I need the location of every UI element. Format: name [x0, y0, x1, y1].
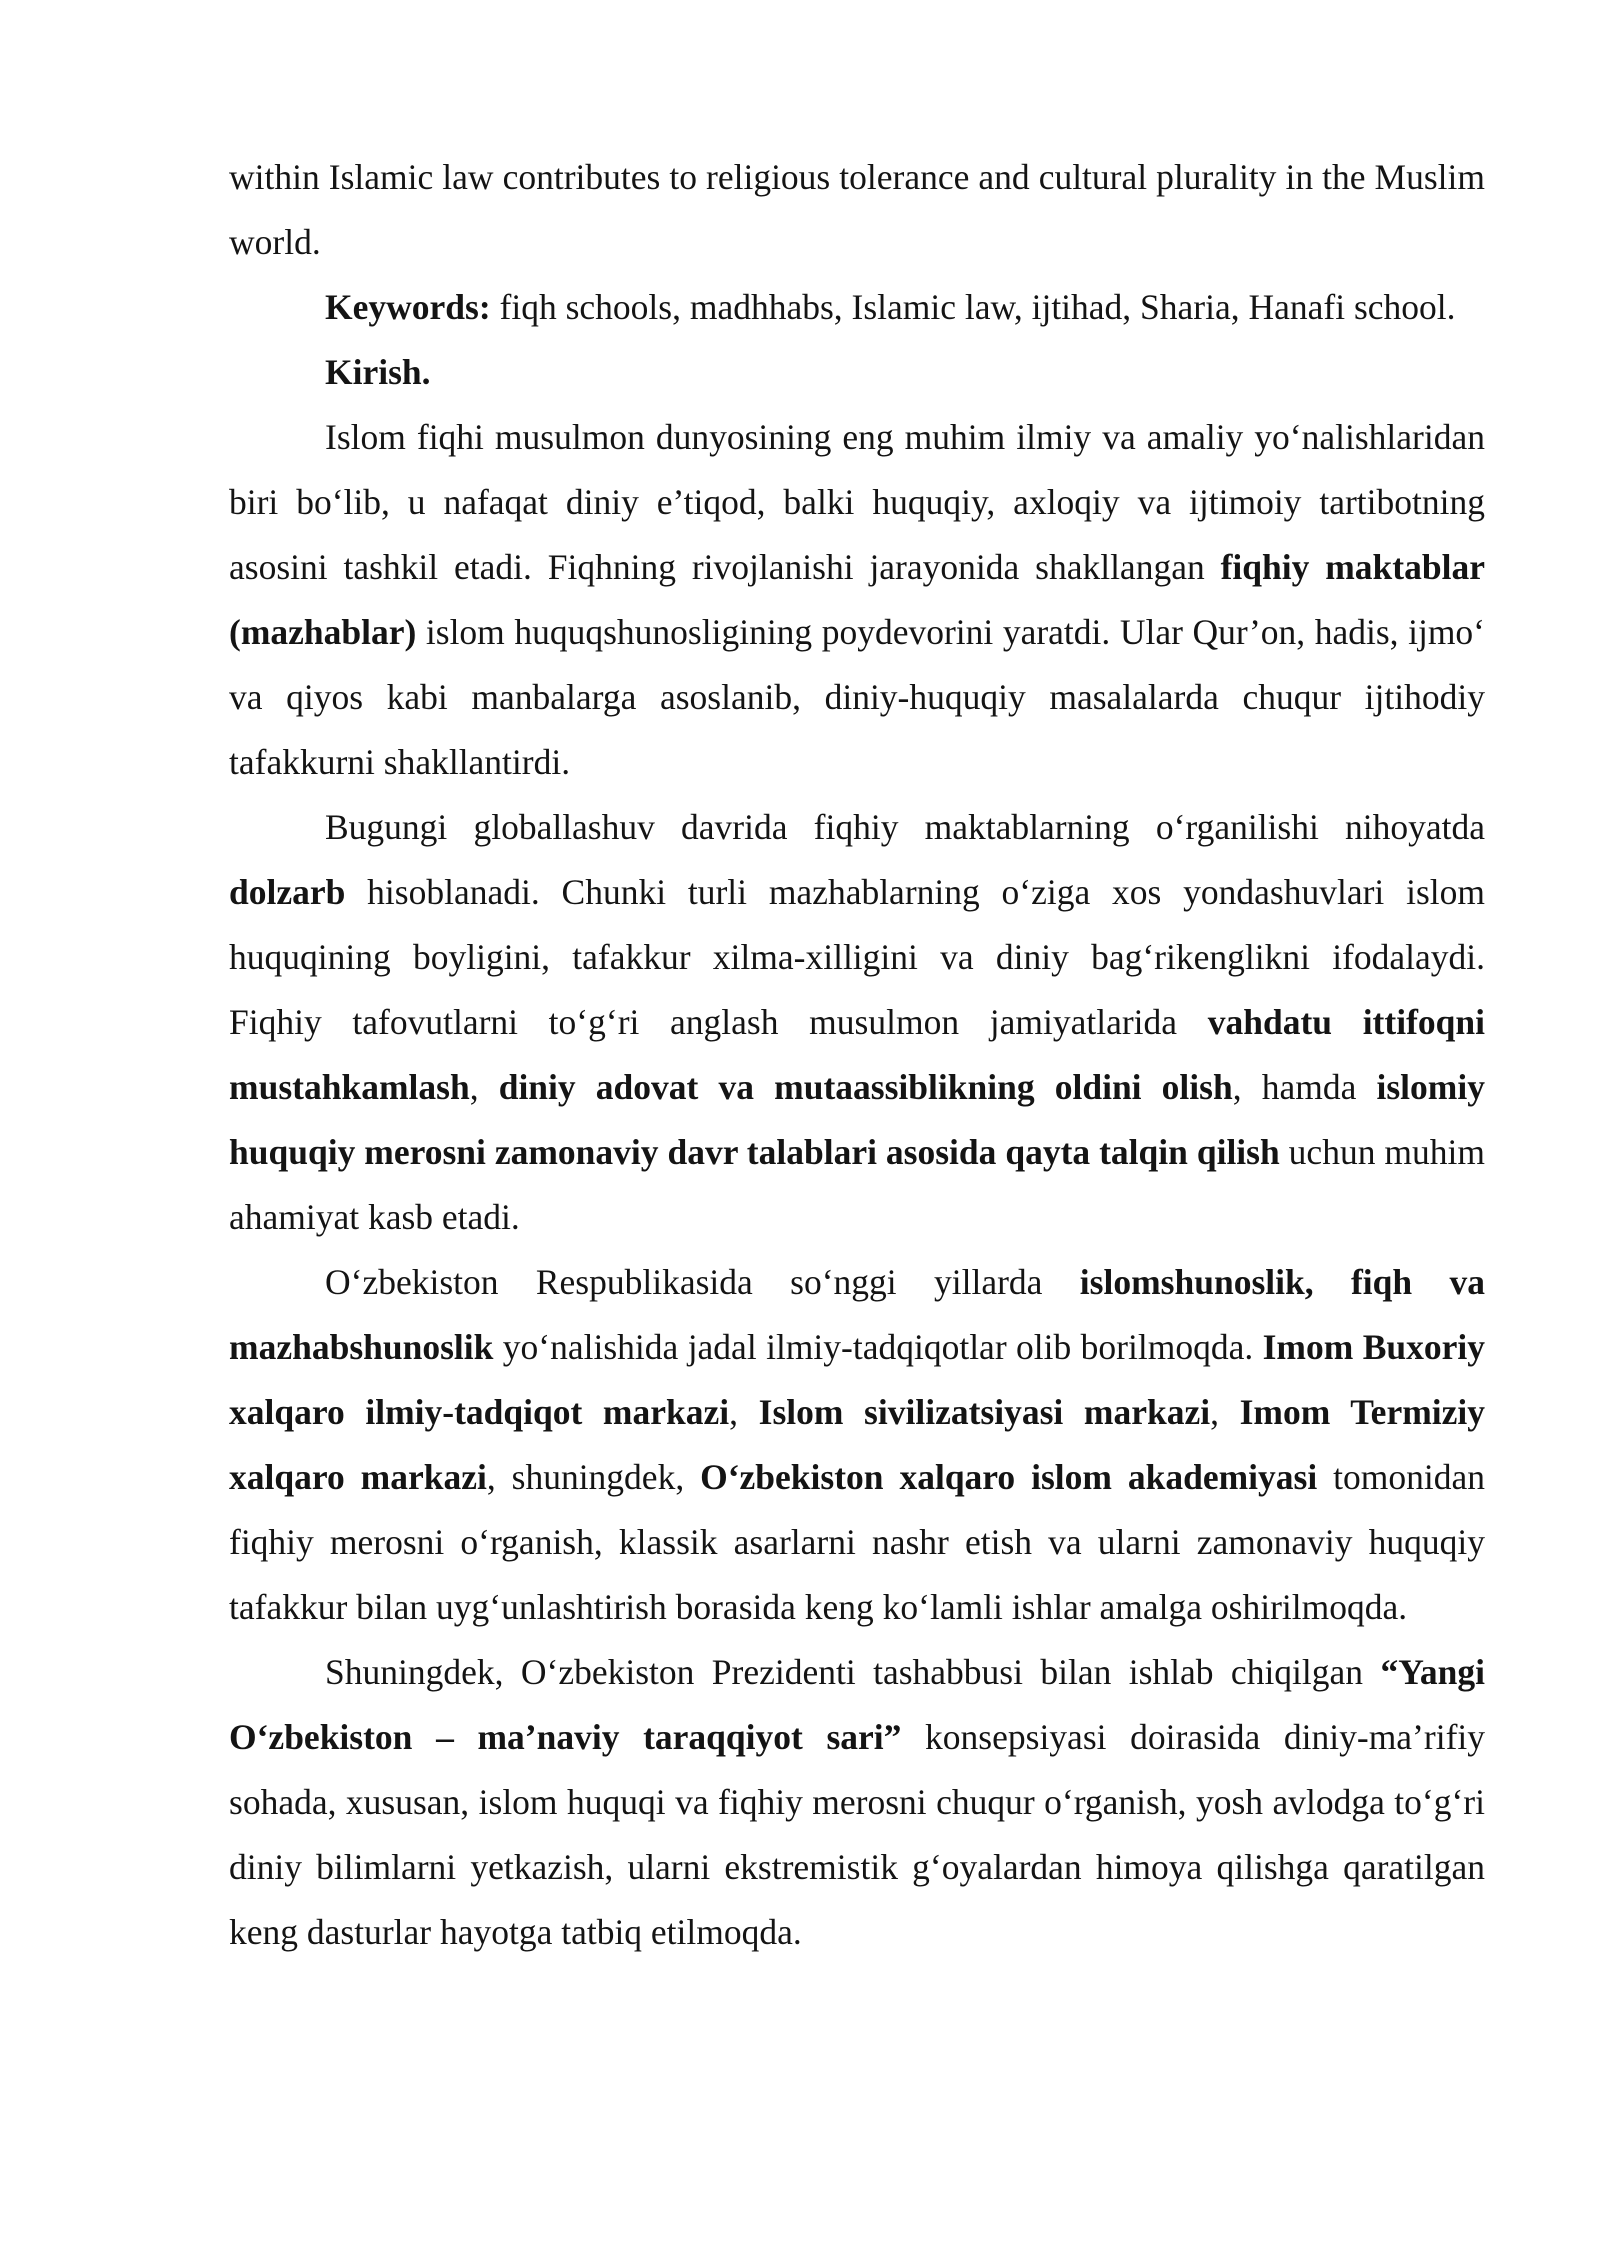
body-text — [229, 145, 1485, 1965]
text-run: yo‘nalishida jadal ilmiy-tadqiqotlar olib borilmoqda. — [493, 1327, 1263, 1367]
bold-run: diniy adovat va mutaassiblikning oldini olish — [498, 1067, 1233, 1107]
text-run: , — [469, 1067, 499, 1107]
text-run: , hamda — [1232, 1067, 1377, 1107]
text-run: , shuningdek, — [486, 1457, 701, 1497]
bold-run: Islom sivilizatsiyasi markazi — [758, 1392, 1211, 1432]
text-run: , — [729, 1392, 759, 1432]
bold-run: O‘zbekiston xalqaro islom akademiyasi — [700, 1457, 1318, 1497]
text-run: , — [1210, 1392, 1240, 1432]
bold-run: dolzarb — [229, 872, 346, 912]
paragraph-1 — [229, 405, 1485, 795]
bold-run: islomiy huquqiy merosni zamonaviy davr talablari asosida qayta talqin qilish — [229, 1067, 1485, 1172]
bold-run: Imom Termiziy xalqaro markazi — [229, 1392, 1486, 1497]
abstract-end-text: within Islamic law contributes to religious tolerance and cultural plurality in the Muslim world. — [229, 157, 1485, 262]
text-run: konsepsiyasi doirasida diniy-ma’rifiy sohada, xususan, islom huquqi va fiqhiy merosni chuqur o‘rganish, yosh avlodga to‘g‘ri diniy bilimlarni yetkazish, ularni ekstremistik g‘oyalardan himoya qilishga qaratilgan keng dasturlar hayotga tatbiq etilmoqda. — [229, 1717, 1486, 1952]
text-run: islom huquqshunosligining poydevorini yaratdi. Ular Qur’on, hadis, ijmo‘ va qiyos kabi manbalarga asoslanib, diniy-huquqiy masalalarda chuqur ijtihodiy tafakkurni shakllantirdi. — [229, 612, 1485, 782]
abstract-end-paragraph — [229, 145, 1485, 275]
section-heading-kirish — [229, 340, 1485, 405]
keywords-text: fiqh schools, madhhabs, Islamic law, ijtihad, Sharia, Hanafi school. — [490, 287, 1456, 327]
text-run: tomonidan fiqhiy merosni o‘rganish, klassik asarlarni nashr etish va ularni zamonaviy huquqiy tafakkur bilan uyg‘unlashtirish borasida keng ko‘lamli ishlar amalga oshirilmoqda. — [229, 1457, 1485, 1627]
text-run: hisoblanadi. Chunki turli mazhablarning o‘ziga xos yondashuvlari islom huquqining boyligini, tafakkur xilma-xilligini va diniy bag‘rikenglikni ifodalaydi. Fiqhiy tafovutlarni to‘g‘ri anglash musulmon jamiyatlarida — [229, 872, 1485, 1042]
text-run: Bugungi globallashuv davrida fiqhiy maktablarning o‘rganilishi nihoyatda — [325, 807, 1485, 847]
text-run: Shuningdek, O‘zbekiston Prezidenti tashabbusi bilan ishlab chiqilgan — [325, 1652, 1381, 1692]
bold-run: “Yangi O‘zbekiston – ma’naviy taraqqiyot sari” — [229, 1652, 1485, 1757]
text-run: Islom fiqhi musulmon dunyosining eng muhim ilmiy va amaliy yo‘nalishlaridan biri bo‘lib, u nafaqat diniy e’tiqod, balki huquqiy, axloqiy va ijtimoiy tartibotning asosini tashkil etadi. Fiqhning rivojlanishi jarayonida shakllangan — [229, 417, 1485, 587]
paragraph-4 — [229, 1640, 1485, 1965]
heading-kirish-text: Kirish. — [325, 352, 431, 392]
paragraph-2 — [229, 795, 1485, 1250]
keywords-paragraph — [229, 275, 1485, 340]
bold-run: fiqhiy maktablar (mazhablar) — [229, 547, 1485, 652]
paragraph-3 — [229, 1250, 1485, 1640]
keywords-label: Keywords: — [325, 287, 491, 327]
bold-run: islomshunoslik, fiqh va mazhabshunoslik — [229, 1262, 1486, 1367]
text-run: uchun muhim ahamiyat kasb etadi. — [229, 1132, 1485, 1237]
bold-run: vahdatu ittifoqni mustahkamlash — [229, 1002, 1485, 1107]
text-run: O‘zbekiston Respublikasida so‘nggi yillarda — [325, 1262, 1080, 1302]
bold-run: Imom Buxoriy xalqaro ilmiy-tadqiqot markazi — [229, 1327, 1486, 1432]
